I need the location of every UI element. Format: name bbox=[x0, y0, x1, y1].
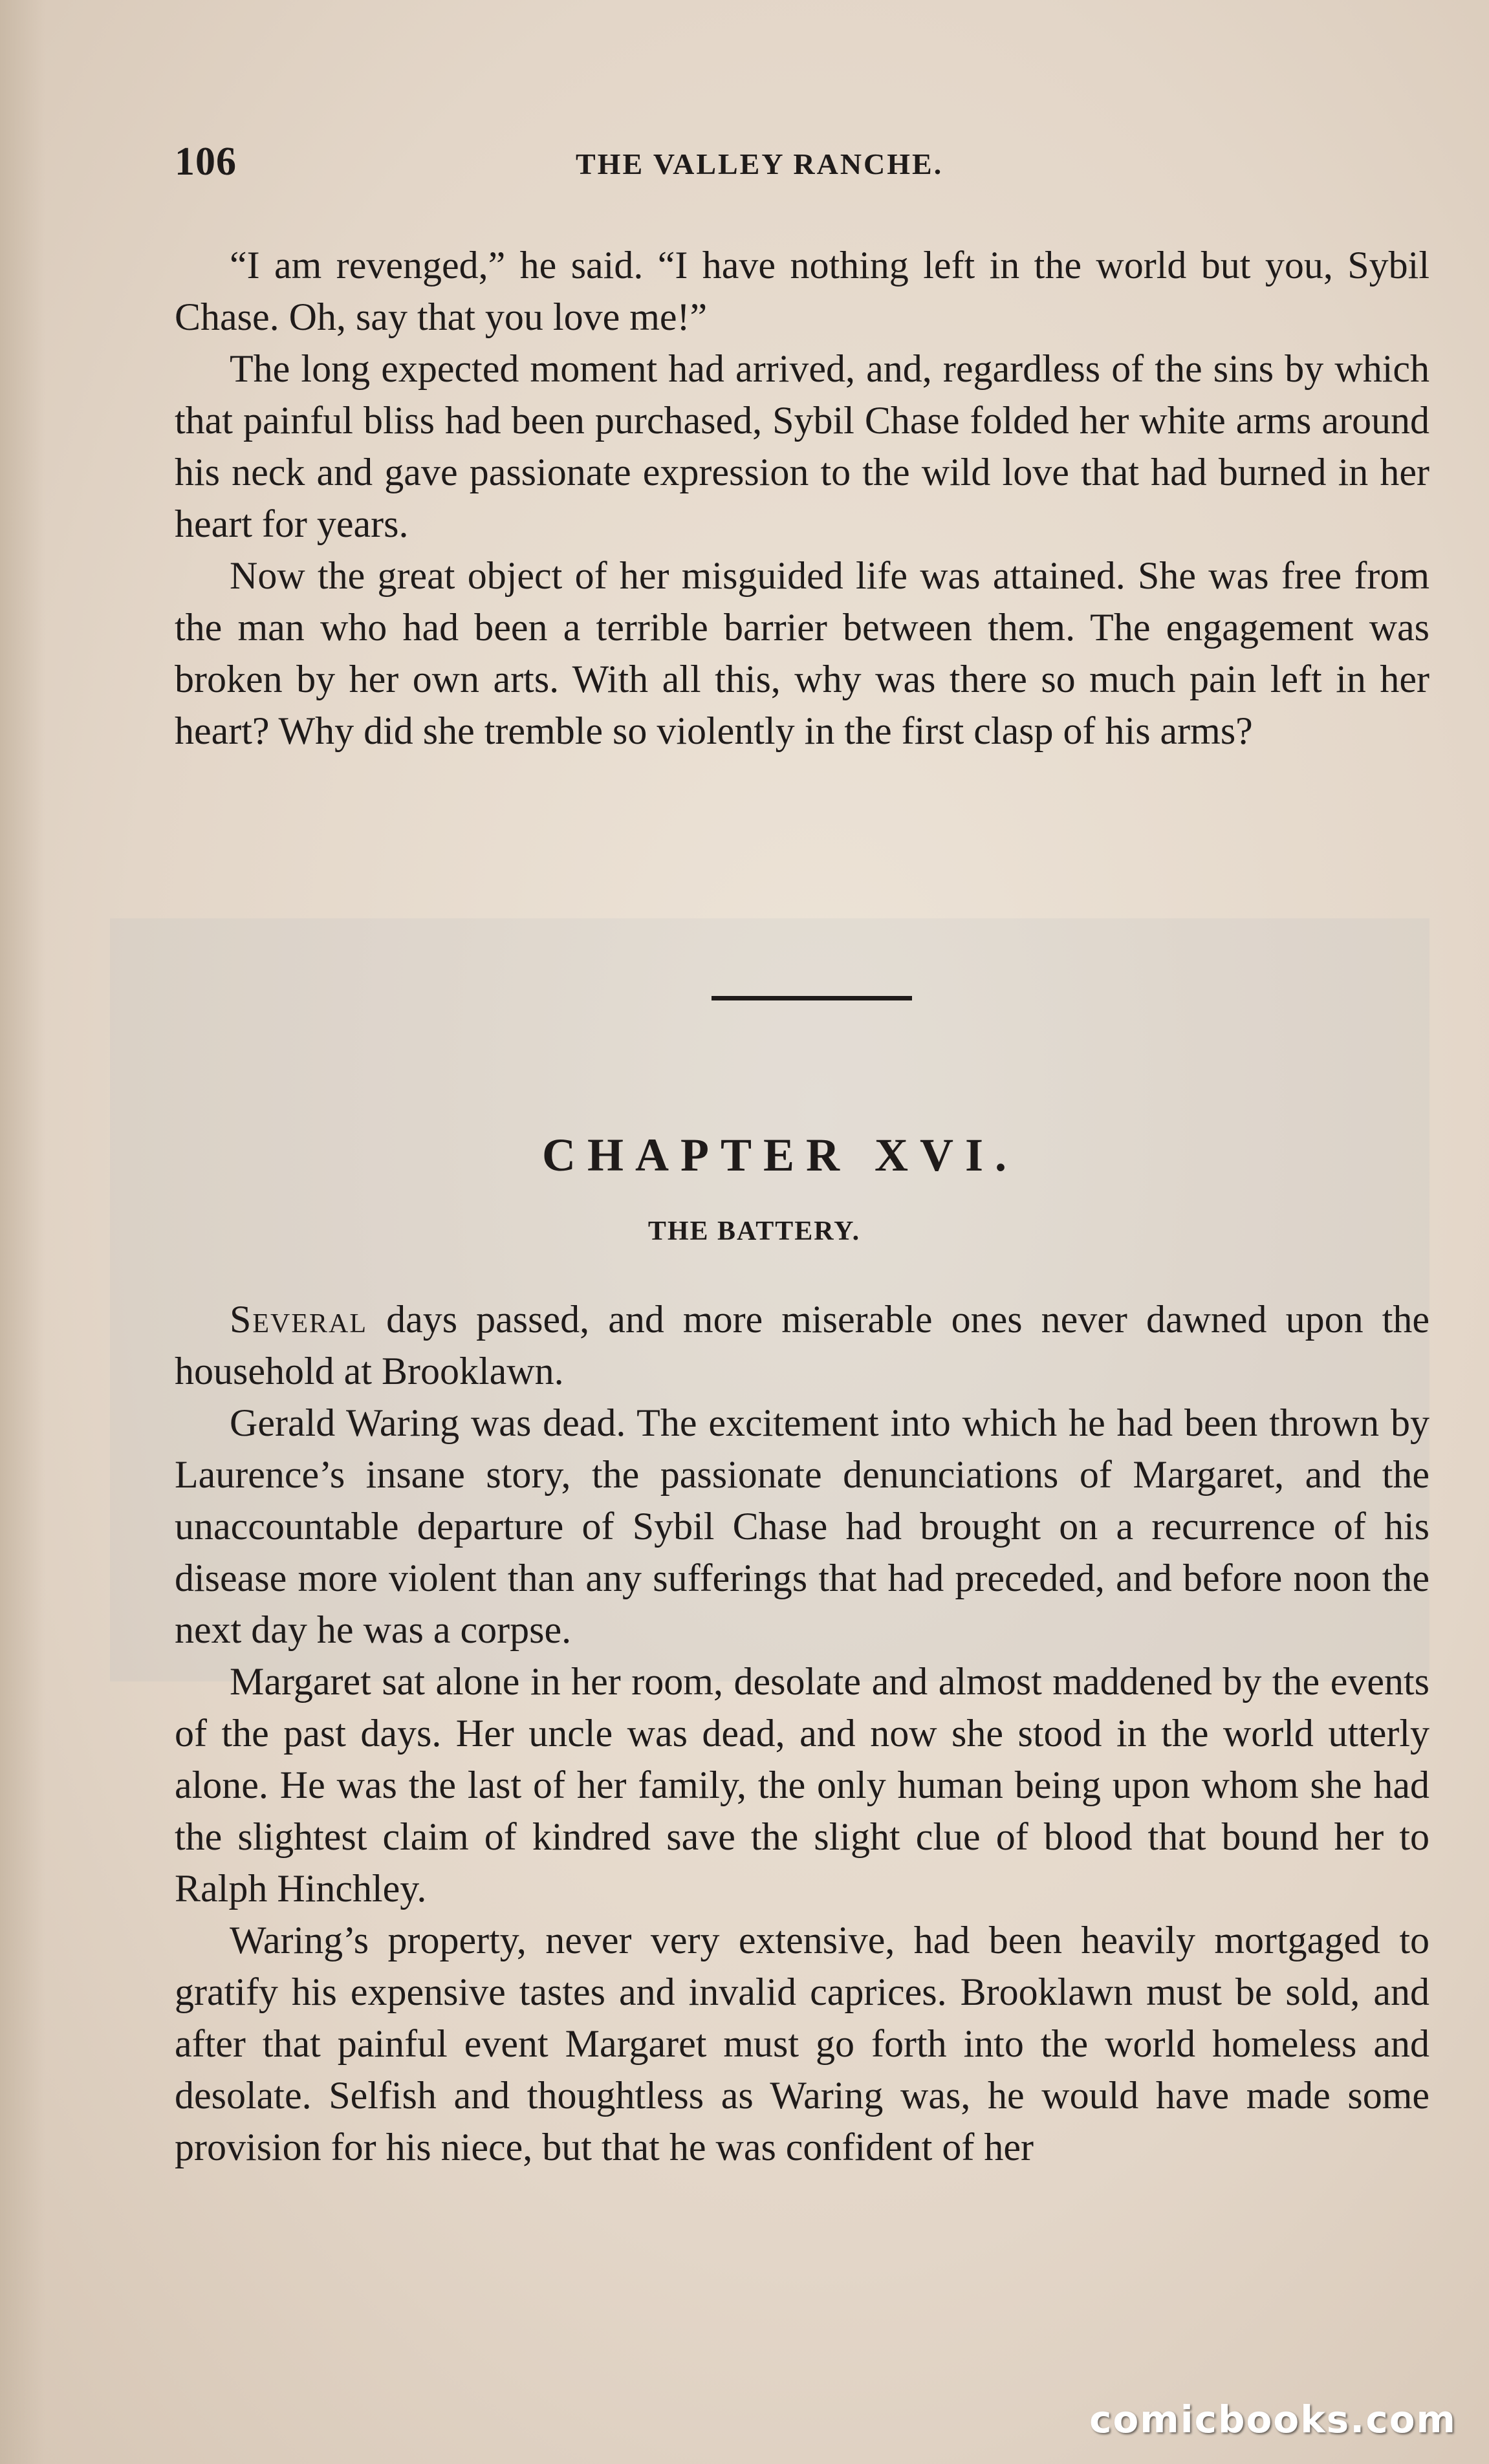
paragraph bbox=[175, 1293, 1429, 1397]
paragraph: “I am revenged,” he said. “I have nothing left in the world but you, Sybil Chase. Oh, say that you love me!” bbox=[175, 244, 1429, 338]
watermark: comicbooks.com bbox=[1089, 2397, 1457, 2441]
passage-bottom bbox=[175, 1293, 1429, 2173]
running-head bbox=[175, 139, 1429, 191]
paragraph: Margaret sat alone in her room, desolate and almost maddened by the events of the past days. Her uncle was dead, and now she stood in the world utterly alone. He was the last of her family, the only human being upon whom she had the slightest claim of kindred save the slight clue of blood that bound her to Ralph Hinchley. bbox=[175, 1660, 1429, 1910]
chapter-heading: CHAPTER XVI. bbox=[541, 1129, 1019, 1181]
paragraph: The long expected moment had arrived, and, regardless of the sins by which that painful bliss had been purchased, Sybil Chase folded her white arms around his neck and gave passionate expression to the wild love that had burned in her heart for years. bbox=[175, 347, 1429, 545]
section-divider-rule bbox=[712, 996, 912, 1000]
passage-top bbox=[175, 239, 1429, 757]
opening-word: Several bbox=[230, 1298, 368, 1341]
paragraph-text: days passed, and more miserable ones never dawned upon the household at Brooklawn. bbox=[175, 1298, 1429, 1392]
chapter-subtitle: THE BATTERY. bbox=[647, 1216, 861, 1246]
page-number: 106 bbox=[175, 140, 237, 184]
running-title: THE VALLEY RANCHE. bbox=[576, 147, 944, 180]
paragraph: Waring’s property, never very extensive, had been heavily mortgaged to gratify his expensive tastes and invalid caprices. Brooklawn must be sold, and after that painful event Margaret must go forth into the world homeless and desolate. Selfish and thoughtless as Waring was, he would have made some provision for his niece, but that he was confident of her bbox=[175, 1919, 1429, 2168]
paragraph: Now the great object of her misguided life was attained. She was free from the man who had been a terrible barrier between them. The engagement was broken by her own arts. With all this, why was there so much pain left in her heart? Why did she tremble so violently in the first clasp of his arms? bbox=[175, 554, 1429, 752]
paragraph: Gerald Waring was dead. The excitement into which he had been thrown by Laurence’s insane story, the passionate denunciations of Margaret, and the unaccountable departure of Sybil Chase had brought on a recurrence of his disease more violent than any sufferings that had preceded, and before noon the next day he was a corpse. bbox=[175, 1401, 1429, 1651]
